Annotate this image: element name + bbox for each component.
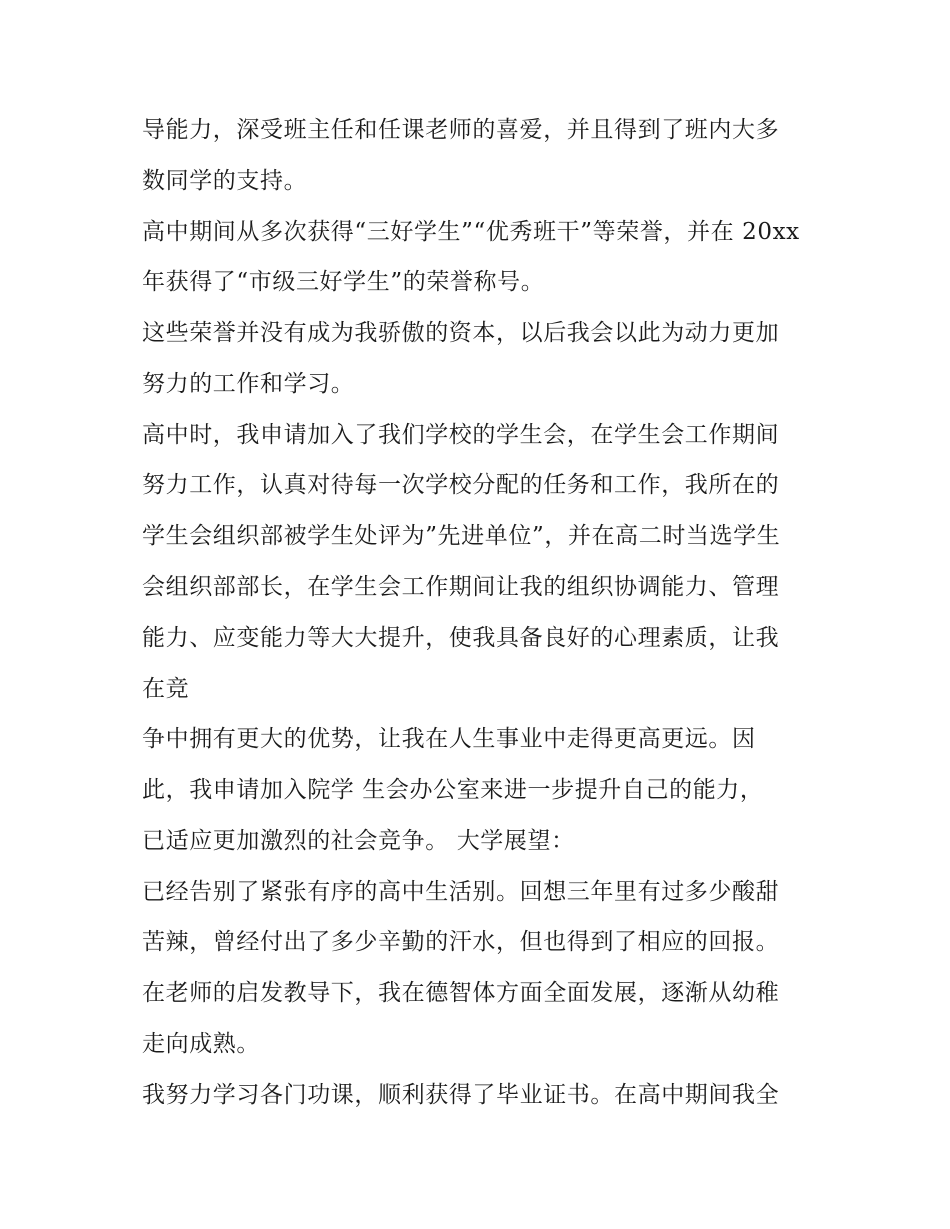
text-line: 走向成熟。 (142, 1031, 260, 1057)
text-line: 努力的工作和学习。 (142, 371, 355, 397)
text-line: 年获得了“市级三好学生”的荣誉称号。 (142, 269, 545, 295)
text-line: 在老师的启发教导下，我在德智体方面全面发展，逐渐从幼稚 (142, 980, 780, 1006)
text-line: 苦辣，曾经付出了多少辛勤的汗水，但也得到了相应的回报。 (142, 929, 780, 955)
text-line: 我努力学习各门功课，顺利获得了毕业证书。在高中期间我全 (142, 1082, 780, 1108)
text-line: 会组织部部长，在学生会工作期间让我的组织协调能力、管理 (142, 574, 780, 600)
text-line: 能力、应变能力等大大提升，使我具备良好的心理素质，让我 (142, 625, 780, 651)
text-line: 导能力，深受班主任和任课老师的喜爱，并且得到了班内大多 (142, 117, 780, 143)
text-line: 数同学的支持。 (142, 168, 308, 194)
text-line: 高中时，我申请加入了我们学校的学生会，在学生会工作期间 (142, 422, 780, 448)
text-line: 此，我申请加入院学 生会办公室来进一步提升自己的能力， (142, 777, 764, 803)
text-line: 学生会组织部被学生处评为”先进单位”，并在高二时当选学生 (142, 523, 781, 549)
text-line: 高中期间从多次获得“三好学生”“优秀班干”等荣誉，并在 20xx (142, 219, 800, 245)
text-line: 已经告别了紧张有序的高中生活别。回想三年里有过多少酸甜 (142, 879, 780, 905)
text-line: 争中拥有更大的优势，让我在人生事业中走得更高更远。因 (142, 726, 756, 752)
text-line: 已适应更加激烈的社会竞争。 大学展望： (142, 828, 575, 854)
text-line: 努力工作，认真对待每一次学校分配的任务和工作，我所在的 (142, 472, 780, 498)
text-line: 这些荣誉并没有成为我骄傲的资本，以后我会以此为动力更加 (142, 320, 780, 346)
text-line: 在竞 (142, 676, 190, 702)
